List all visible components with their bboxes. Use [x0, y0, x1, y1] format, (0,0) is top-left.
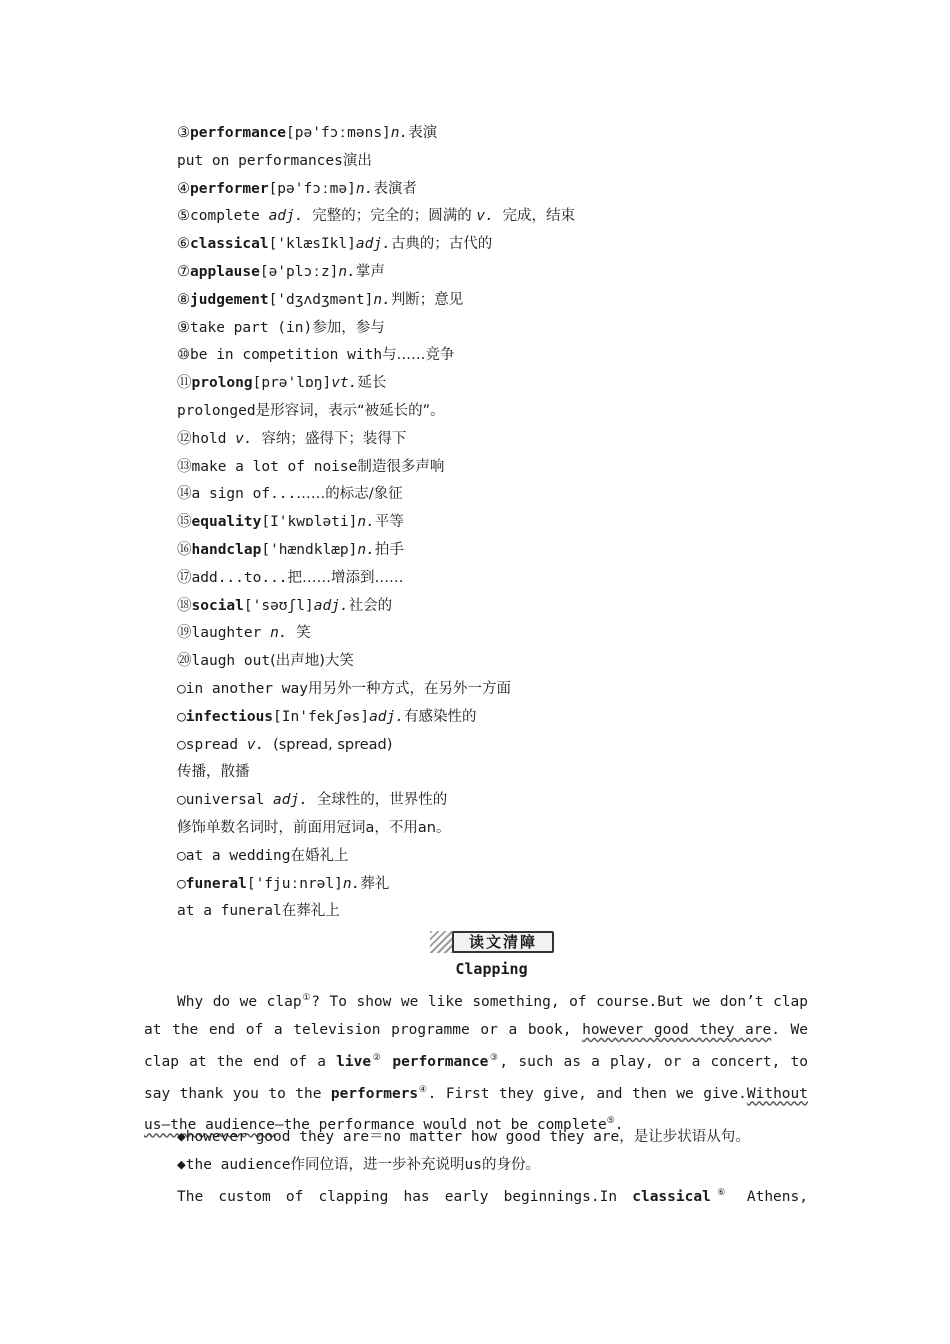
vocab-item [177, 457, 444, 477]
vocab-phonetic: ['hændklæp] [261, 542, 358, 558]
vocab-meaning: 葬礼 [360, 875, 390, 892]
vocab-word: a sign of... [191, 486, 297, 503]
vocab-number: ○ [177, 736, 186, 753]
vocab-word: at a funeral [177, 903, 282, 920]
vocab-meaning: 是形容词，表示“被延长的”。 [255, 403, 445, 419]
vocab-phonetic: [pə'fɔːmə] [268, 180, 356, 197]
vocab-meaning: 参加，参与 [312, 319, 385, 336]
vocab-item [177, 234, 492, 254]
vocab-item [177, 735, 392, 755]
vocab-part-of-speech: v. [235, 430, 253, 447]
vocab-phonetic: ['fjuːnrəl] [246, 875, 343, 892]
vocab-number: ○ [177, 792, 186, 809]
vocab-part-of-speech: adj. [313, 597, 349, 614]
vocab-word: universal [185, 792, 265, 809]
passage-paragraph-1: Why do we clap①? To show we like something, of course.But we don’t clap at the end of a television programme or a book, however good they are. We clap at the end of a live② performance③, such as a play, or a concert, to say thank you to the performers④. First they give, and then we give.Without us—the audience—the performance would not be complete⑤. [144, 993, 809, 1134]
vocab-item [177, 818, 450, 838]
vocab-meaning: 把……增添到…… [287, 569, 404, 586]
vocab-item [177, 318, 385, 338]
vocab-word: in another way [185, 681, 308, 697]
vocab-part-of-speech: n. [270, 625, 288, 642]
passage-paragraph-2: The custom of clapping has early beginnings.In classical⑥ Athens, [177, 1188, 808, 1205]
vocab-number: ○ [177, 681, 186, 697]
vocab-item [177, 290, 463, 310]
vocab-item [177, 401, 445, 421]
vocab-meaning: 与……竞争 [382, 347, 455, 364]
vocab-item [177, 373, 386, 393]
underlined-phrase: Without us—the audience [144, 1085, 808, 1134]
vocab-meaning: 在婚礼上 [290, 847, 349, 864]
vocab-phonetic: [In'fekʃəs] [273, 708, 370, 725]
vocab-meaning: (spread, spread) [273, 736, 393, 753]
vocab-number: ○ [177, 875, 186, 892]
vocab-part-of-speech: adj. [355, 236, 391, 253]
vocab-number: ⑧ [177, 291, 190, 308]
vocab-item [177, 179, 417, 199]
vocab-word: handclap [191, 542, 262, 558]
vocab-phonetic: [pə'fɔːməns] [286, 125, 391, 141]
vocab-meaning: 传播，散播 [177, 764, 250, 781]
vocab-number: ⑰ [177, 569, 192, 586]
vocab-number: ⑬ [177, 458, 192, 475]
vocab-number: ⑲ [177, 625, 192, 642]
vocab-item [177, 206, 575, 226]
vocab-word: funeral [185, 875, 247, 892]
vocab-meaning: 掌声 [355, 264, 385, 280]
vocab-item [177, 901, 340, 921]
vocab-number: ⑪ [177, 375, 192, 392]
vocab-meaning: ……的标志/象征 [296, 486, 403, 503]
banner-label: 读文清障 [452, 931, 554, 953]
vocab-number: ⑨ [177, 319, 190, 336]
vocab-item [177, 512, 404, 532]
vocab-phonetic: ['səʊʃl] [243, 597, 314, 614]
vocab-item [177, 762, 250, 782]
vocab-phonetic: [ə'plɔːz] [259, 264, 339, 280]
vocab-meaning: 笑 [296, 625, 311, 642]
vocab-item [177, 123, 437, 143]
vocab-meaning: 拍手 [374, 542, 404, 558]
vocab-part-of-speech: n. [373, 291, 391, 308]
vocab-number: ③ [177, 125, 190, 141]
vocab-meaning: 社会的 [348, 597, 393, 614]
vocab-item [177, 651, 354, 671]
vocab-meaning: 表演者 [373, 180, 417, 197]
vocab-item [177, 568, 404, 588]
vocab-item [177, 345, 455, 365]
vocab-number: ⑥ [177, 236, 190, 253]
vocab-part-of-speech: vt. [331, 375, 358, 392]
note-however: ◆however good they are＝no matter how good they are，是让步状语从句。 [177, 1129, 750, 1145]
vocab-item [177, 623, 311, 643]
vocab-word: complete [190, 208, 260, 225]
vocab-item [177, 679, 511, 699]
vocab-part-of-speech: n. [338, 264, 356, 280]
vocab-meaning: 表演 [408, 125, 438, 141]
vocab-word: laughter [191, 625, 262, 642]
vocab-item [177, 790, 447, 810]
vocab-part-of-speech: v. [476, 208, 494, 225]
vocab-word: laugh out [191, 653, 271, 670]
vocab-word: at a wedding [185, 847, 291, 864]
vocab-word: prolonged [177, 403, 256, 419]
vocab-meaning: (出声地)大笑 [270, 653, 354, 670]
vocab-word: be in competition with [190, 347, 383, 364]
vocab-item [177, 262, 385, 282]
vocab-word: make a lot of noise [191, 458, 358, 475]
vocab-part-of-speech: adj. [369, 708, 404, 725]
vocab-phonetic: ['dʒʌdʒmənt] [268, 291, 374, 308]
vocab-item [177, 846, 349, 866]
vocab-meaning: 完整的；完全的；圆满的 [312, 208, 477, 225]
vocab-part-of-speech: adj. [268, 208, 304, 225]
vocab-part-of-speech: v. [246, 736, 265, 753]
vocab-meaning: 容纳；盛得下；装得下 [261, 430, 407, 447]
section-banner [430, 930, 554, 954]
vocab-word: equality [191, 514, 262, 531]
vocab-number: ⑳ [177, 653, 192, 670]
vocab-meaning: 演出 [342, 152, 372, 169]
vocab-word: judgement [190, 291, 269, 308]
vocab-word: classical [190, 236, 269, 253]
vocab-meaning: 有感染性的 [404, 708, 477, 725]
vocab-number: ⑤ [177, 208, 190, 225]
vocab-number: ⑭ [177, 486, 192, 503]
vocab-item [177, 484, 403, 504]
vocab-word: applause [190, 264, 260, 280]
vocab-part-of-speech: n. [357, 514, 375, 531]
vocab-number: ⑮ [177, 514, 192, 531]
vocab-word: take part (in) [190, 319, 313, 336]
vocab-number: ⑦ [177, 264, 190, 280]
vocab-meaning: 全球性的，世界性的 [316, 792, 448, 809]
vocab-part-of-speech: n. [342, 875, 361, 892]
vocab-word: spread [185, 736, 239, 753]
vocab-word: add...to... [191, 569, 288, 586]
vocab-part-of-speech: n. [355, 180, 374, 197]
vocab-number: ⑱ [177, 597, 192, 614]
vocab-number: ⑯ [177, 542, 192, 558]
vocab-number: ⑫ [177, 430, 192, 447]
vocab-meaning: 判断；意见 [390, 291, 464, 308]
vocab-number: ○ [177, 847, 186, 864]
vocab-part-of-speech: n. [390, 125, 409, 141]
vocab-part-of-speech: n. [357, 542, 375, 558]
vocab-meaning: 制造很多声响 [357, 458, 445, 475]
vocab-meaning: 平等 [374, 514, 404, 531]
note-appositive: ◆the audience作同位语，进一步补充说明us的身份。 [177, 1157, 540, 1173]
vocab-number: ⑩ [177, 347, 190, 364]
vocab-word: prolong [191, 375, 253, 392]
vocab-part-of-speech: adj. [273, 792, 308, 809]
vocab-word: performance [190, 125, 287, 141]
vocab-item [177, 707, 477, 727]
vocab-meaning: 用另外一种方式，在另外一方面 [307, 681, 511, 697]
vocab-item [177, 874, 389, 894]
vocab-meaning: 延长 [357, 375, 387, 392]
vocab-phonetic: [I'kwɒləti] [261, 514, 358, 531]
vocab-meaning: 修饰单数名词时，前面用冠词a，不用an。 [177, 820, 451, 836]
vocab-item [177, 429, 406, 449]
vocab-meaning: 古典的；古代的 [390, 236, 493, 253]
vocab-word: put on performances [177, 152, 343, 169]
vocab-phonetic: ['klæsIkl] [268, 236, 356, 253]
vocab-word: social [191, 597, 244, 614]
vocab-item [177, 151, 372, 171]
banner-stripes-decoration [430, 931, 454, 953]
vocab-word: hold [191, 430, 227, 447]
vocab-number: ④ [177, 180, 190, 197]
vocab-meaning: 完成，结束 [502, 208, 576, 225]
passage-title: Clapping [455, 960, 528, 978]
underlined-phrase: however good they are [582, 1021, 772, 1038]
vocab-phonetic: [prə'lɒŋ] [252, 375, 332, 392]
vocab-item [177, 540, 404, 560]
vocab-meaning: 在葬礼上 [281, 903, 340, 920]
vocab-word: infectious [185, 708, 274, 725]
vocab-number: ○ [177, 708, 186, 725]
vocab-item [177, 596, 392, 616]
vocab-word: performer [190, 180, 269, 197]
